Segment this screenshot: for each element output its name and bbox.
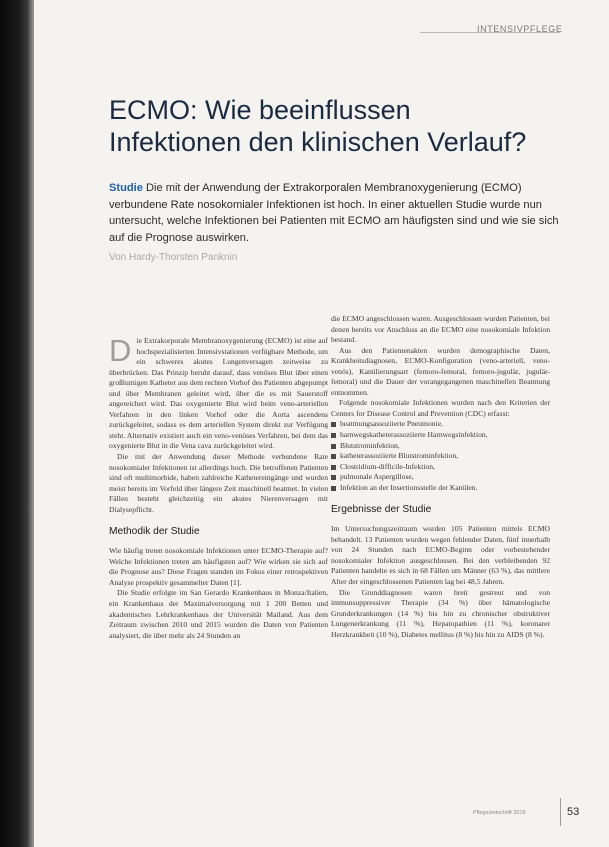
square-bullet-icon: [331, 465, 336, 470]
section-tag: INTENSIVPFLEGE: [477, 24, 563, 34]
magazine-page: [34, 0, 609, 847]
square-bullet-icon: [331, 454, 336, 459]
intro-paragraph-1-text: ie Extrakorporale Membranoxygenierung (ECMO) ist eine auf hochspezialisierten Intensivstationen verfügbare Methode, um ein schweres akutes Lungenversagen zeitweise zu überbrücken. Das Prinzip beruht darauf, dass venöses Blut über einen großlumigen Katheter aus dem rechten Vorhof des Patienten abgepumpt und über Membranen geleitet wird, über die es mit Sauerstoff angereichert wird. Das oxygenierte Blut wird beim veno-arteriellen Verfahren in den linken Vorhof oder die Aorta ascendens zurückgeleitet, sodass es dem arteriellen System direkt zur Verfügung steht. Alternativ existiert auch ein veno-venöses Verfahren, bei dem das oxygenierte Blut in die Vena cava zurückgeleitet wird.: [109, 336, 328, 451]
text-column-left: [109, 333, 328, 641]
methods-paragraph-1: Wie häufig treten nosokomiale Infektionen unter ECMO-Therapie auf? Welche Infektionen treten am häufigsten auf? Wie wirken sie sich auf die Prognose aus? Diese Fragen standen im Fokus einer retrospektiven Analyse prospektiv gesammelter Daten [1].: [109, 546, 328, 587]
title-line-1: ECMO: Wie beeinflussen: [109, 95, 411, 125]
list-item: pulmonale Aspergillose,: [331, 472, 550, 483]
results-paragraph-2: Die Grunddiagnosen waren breit gestreut und von immunsuppressiver Therapie (34 %) über hämatologische Grunderkrankungen (14 %) bis hin zu chronischer obstruktiver Lungenerkrankung (11 %), Hepatopathien (11 %), koronarer Herzkrankheit (10 %), Diabetes mellitus (8 %) bis hin zu AIDS (8 %).: [331, 587, 550, 639]
square-bullet-icon: [331, 475, 336, 480]
square-bullet-icon: [331, 486, 336, 491]
lead-kicker: Studie: [109, 182, 143, 194]
footer-journal: Pflegezeitschrift 2019: [473, 810, 526, 816]
dropcap: D: [109, 333, 132, 368]
results-paragraph-1: Im Untersuchungszeitraum wurden 105 Patienten mittels ECMO behandelt. 13 Patienten wurden wegen fehlender Daten, fünf innerhalb von 24 Stunden nach ECMO-Beginn oder vorbestehender nosokomialer Infektion ausgeschlossen. Bei den verbleibenden 92 Patienten handelte es sich in 68 Fällen um Männer (63 %), das mittlere Alter der eingeschlossenen Patienten lag bei 48,5 Jahren.: [331, 524, 550, 587]
list-item: harnwegskatheterassoziierte Harnwegsinfektion,: [331, 430, 550, 441]
lead-text: Die mit der Anwendung der Extrakorporalen Membranoxygenierung (ECMO) verbundene Rate nosokomialer Infektionen ist hoch. In einer aktuellen Studie wurde nun untersucht, welche Infektionen bei Patienten mit ECMO am häufigsten sind und wie sie sich auf die Prognose auswirken.: [109, 182, 559, 244]
results-heading: Ergebnisse der Studie: [331, 504, 432, 516]
list-item: beatmungsassoziierte Pneumonie,: [331, 419, 550, 430]
book-spine-shadow: [0, 0, 34, 847]
list-item: Infektion an der Insertionsstelle der Kanülen.: [331, 483, 550, 494]
list-item: Clostridium-difficile-Infektion,: [331, 462, 550, 473]
text-column-right: [331, 314, 550, 640]
intro-paragraph-2: Die mit der Anwendung dieser Methode verbundene Rate nosokomialer Infektionen ist allerdings hoch. Die betroffenen Patienten sind oft multimorbide, haben zahlreiche Kathetereingänge und wurden meist bereits im Vorfeld über längere Zeit maschinell beatmet. In vielen Fällen besteht gleichzeitig ein akutes Nierenversagen mit Dialysepflicht.: [109, 452, 328, 514]
article-lead: [109, 180, 564, 246]
footer-rule: [560, 798, 561, 826]
byline: Von Hardy-Thorsten Panknin: [109, 252, 238, 263]
article-title: [109, 94, 579, 158]
continued-paragraph-2: Aus den Patientenakten wurden demographische Daten, Krankheitsdiagnosen, ECMO-Konfiguration (veno-arteriell, veno-venös), Kanülierungsart (femoro-femoral, femoro-jugulär, jugulär-femoral) und die Dauer der vorangegangenen maschinellen Beatmung entnommen.: [331, 345, 550, 397]
infection-list: [331, 419, 550, 493]
list-item: katheterassoziierte Blutstrominfektion,: [331, 451, 550, 462]
intro-paragraph-1: [109, 333, 328, 452]
methods-paragraph-2: Die Studie erfolgte im San Gerardo Krankenhaus in Monza/Italien, ein Krankenhaus der Maximalversorgung mit 1 200 Betten und akademisches Lehrkrankenhaus der Universität Mailand. Aus dem Zeitraum zwischen 2010 und 2015 wurden die Daten von Patienten analysiert, die über mehr als 24 Stunden an: [109, 588, 328, 640]
square-bullet-icon: [331, 422, 336, 427]
methods-heading: Methodik der Studie: [109, 526, 200, 538]
list-item: Blutstrominfektion,: [331, 441, 550, 452]
square-bullet-icon: [331, 444, 336, 449]
square-bullet-icon: [331, 433, 336, 438]
continued-paragraph-1: die ECMO angeschlossen waren. Ausgeschlossen wurden Patienten, bei denen bereits vor Anschluss an die ECMO eine nosokomiale Infektion bestand.: [331, 314, 550, 345]
continued-paragraph-3: Folgende nosokomiale Infektionen wurden nach den Kriterien der Centers for Disease Control and Prevention (CDC) erfasst:: [331, 398, 550, 418]
page-number: 53: [567, 806, 580, 818]
title-line-2: Infektionen den klinischen Verlauf?: [109, 127, 527, 157]
